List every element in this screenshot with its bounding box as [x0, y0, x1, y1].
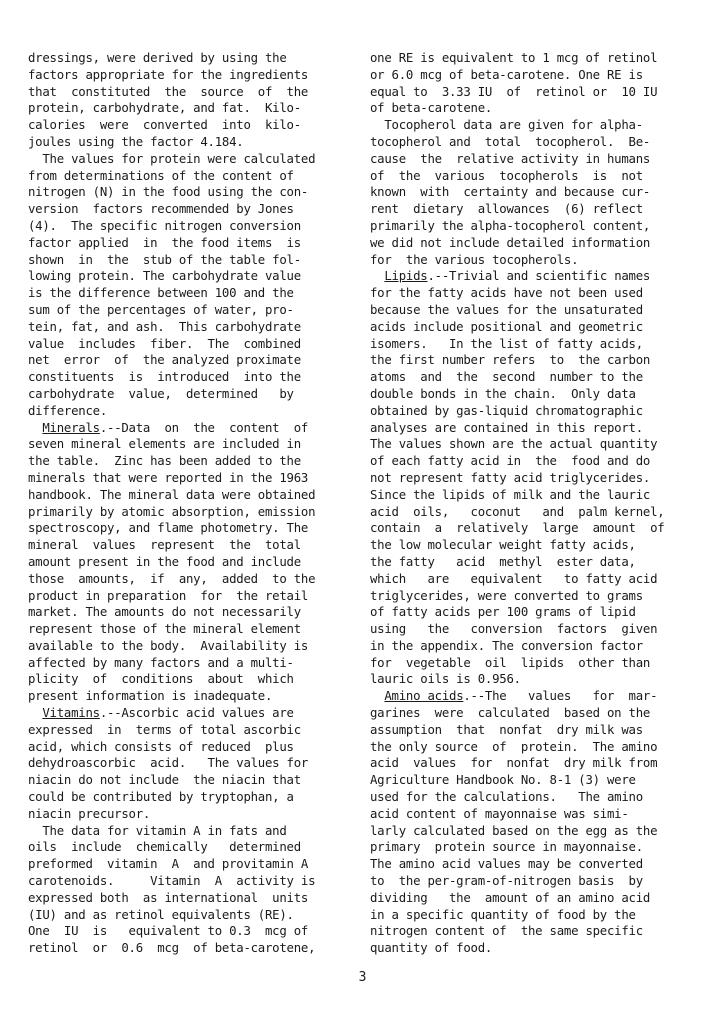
text-line: dressings, were derived by using the	[28, 51, 287, 65]
text-line: factor applied in the food items is	[28, 235, 301, 250]
text-line: analyses are contained in this report.	[370, 420, 643, 435]
text-line: net error of the analyzed proximate	[28, 353, 301, 368]
section-heading: Lipids	[384, 269, 428, 284]
text-line: The amino acid values may be converted	[370, 857, 643, 872]
text-line: primary protein source in mayonnaise.	[370, 840, 643, 855]
text-line: acid, which consists of reduced plus	[28, 739, 294, 754]
left-column	[28, 50, 346, 957]
text-line: Amino acids.--The values for mar-	[384, 689, 658, 704]
text-line: expressed both as international units	[28, 890, 309, 905]
text-line: version factors recommended by Jones	[28, 202, 294, 217]
text-line: Lipids.--Trivial and scientific names	[384, 269, 651, 284]
text-line: of each fatty acid in the food and do	[370, 454, 651, 469]
text-line: to the per-gram-of-nitrogen basis by	[370, 874, 643, 889]
text-line: the fatty acid methyl ester data,	[370, 554, 636, 569]
text-line: those amounts, if any, added to the	[28, 571, 316, 586]
text-line: in the appendix. The conversion factor	[370, 638, 643, 653]
text-line: double bonds in the chain. Only data	[370, 386, 636, 401]
text-line: is the difference between 100 and the	[28, 286, 294, 301]
text-line: expressed in terms of total ascorbic	[28, 722, 301, 737]
text-line: Minerals.--Data on the content of	[42, 420, 309, 435]
text-line: known with certainty and because cur-	[370, 185, 651, 200]
text-line: we did not include detailed information	[370, 235, 651, 250]
text-line: Since the lipids of milk and the lauric	[370, 487, 651, 502]
section-heading: Amino acids	[384, 689, 464, 704]
section-heading: Vitamins	[42, 706, 100, 721]
text-line: niacin precursor.	[28, 806, 151, 821]
text-line: The values shown are the actual quantity	[370, 437, 658, 452]
text-line: lowing protein. The carbohydrate value	[28, 269, 301, 284]
text-line: seven mineral elements are included in	[28, 437, 301, 452]
text-line: garines were calculated based on the	[370, 706, 651, 721]
text-line: dividing the amount of an amino acid	[370, 890, 651, 905]
text-line: the table. Zinc has been added to the	[28, 454, 301, 469]
text-line: isomers. In the list of fatty acids,	[370, 336, 643, 351]
text-line: present information is inadequate.	[28, 689, 273, 704]
text-line: lauric oils is 0.956.	[370, 672, 521, 687]
text-line: Vitamins.--Ascorbic acid values are	[42, 706, 294, 721]
text-line: triglycerides, were converted to grams	[370, 588, 643, 603]
text-line: difference.	[28, 403, 107, 418]
text-line: represent those of the mineral element	[28, 622, 301, 637]
text-line: obtained by gas-liquid chromatographic	[370, 403, 643, 418]
text-line: acids include positional and geometric	[370, 319, 643, 334]
text-line: oils include chemically determined	[28, 840, 301, 855]
text-line: factors appropriate for the ingredients	[28, 67, 309, 82]
text-line: affected by many factors and a multi-	[28, 655, 294, 670]
text-line: The values for protein were calculated	[28, 151, 316, 166]
text-line: of beta-carotene.	[370, 101, 493, 116]
text-line: plicity of conditions about which	[28, 672, 294, 687]
text-line: equal to 3.33 IU of retinol or 10 IU	[370, 84, 658, 99]
text-line: tein, fat, and ash. This carbohydrate	[28, 319, 301, 334]
text-line: of fatty acids per 100 grams of lipid	[370, 605, 636, 620]
text-line: market. The amounts do not necessarily	[28, 605, 301, 620]
text-line: the low molecular weight fatty acids,	[370, 538, 636, 553]
text-line: carbohydrate value, determined by	[28, 386, 294, 401]
text-line: preformed vitamin A and provitamin A	[28, 857, 309, 872]
text-line: (4). The specific nitrogen conversion	[28, 218, 301, 233]
text-line: atoms and the second number to the	[370, 370, 643, 385]
text-line: that constituted the source of the	[28, 84, 309, 99]
text-line: the first number refers to the carbon	[370, 353, 651, 368]
text-line: spectroscopy, and flame photometry. The	[28, 521, 309, 536]
text-line: for the fatty acids have not been used	[370, 286, 643, 301]
text-line: product in preparation for the retail	[28, 588, 309, 603]
text-line: Tocopherol data are given for alpha-	[370, 118, 643, 133]
text-line: The data for vitamin A in fats and	[28, 823, 287, 838]
page-number: 3	[358, 970, 367, 985]
text-line: constituents is introduced into the	[28, 370, 301, 385]
text-line: larly calculated based on the egg as the	[370, 823, 658, 838]
text-line: from determinations of the content of	[28, 168, 294, 183]
text-line: retinol or 0.6 mcg of beta-carotene,	[28, 941, 316, 956]
text-line: the only source of protein. The amino	[370, 739, 658, 754]
text-line: nitrogen content of the same specific	[370, 924, 643, 939]
text-line: Agriculture Handbook No. 8-1 (3) were	[370, 773, 636, 788]
text-line: quantity of food.	[370, 941, 493, 956]
text-line: tocopherol and total tocopherol. Be-	[370, 134, 651, 149]
text-line: mineral values represent the total	[28, 538, 301, 553]
text-line: not represent fatty acid triglycerides.	[370, 470, 651, 485]
text-line: calories were converted into kilo-	[28, 118, 301, 133]
text-line: acid oils, coconut and palm kernel,	[370, 504, 665, 519]
text-line: joules using the factor 4.184.	[28, 134, 244, 149]
text-line: niacin do not include the niacin that	[28, 773, 301, 788]
text-line: amount present in the food and include	[28, 554, 301, 569]
text-line: acid values for nonfat dry milk from	[370, 756, 658, 771]
text-line: shown in the stub of the table fol-	[28, 252, 301, 267]
section-heading: Minerals	[42, 420, 100, 435]
text-line: rent dietary allowances (6) reflect	[370, 202, 643, 217]
text-line: assumption that nonfat dry milk was	[370, 722, 643, 737]
text-line: handbook. The mineral data were obtained	[28, 487, 316, 502]
right-column	[370, 50, 688, 957]
text-line: dehydroascorbic acid. The values for	[28, 756, 309, 771]
text-line: protein, carbohydrate, and fat. Kilo-	[28, 101, 301, 116]
text-line: because the values for the unsaturated	[370, 302, 643, 317]
text-line: acid content of mayonnaise was simi-	[370, 806, 629, 821]
text-line: could be contributed by tryptophan, a	[28, 790, 294, 805]
text-line: one RE is equivalent to 1 mcg of retinol	[370, 51, 658, 65]
text-line: sum of the percentages of water, pro-	[28, 302, 294, 317]
text-line: minerals that were reported in the 1963	[28, 470, 309, 485]
text-line: for the various tocopherols.	[370, 252, 579, 267]
text-line: using the conversion factors given	[370, 622, 658, 637]
text-line: value includes fiber. The combined	[28, 336, 301, 351]
text-line: which are equivalent to fatty acid	[370, 571, 658, 586]
text-line: or 6.0 mcg of beta-carotene. One RE is	[370, 67, 643, 82]
text-line: (IU) and as retinol equivalents (RE).	[28, 907, 294, 922]
text-line: of the various tocopherols is not	[370, 168, 643, 183]
text-line: nitrogen (N) in the food using the con-	[28, 185, 309, 200]
text-line: carotenoids. Vitamin A activity is	[28, 874, 316, 889]
text-line: primarily by atomic absorption, emission	[28, 504, 316, 519]
text-line: in a specific quantity of food by the	[370, 907, 636, 922]
text-line: primarily the alpha-tocopherol content,	[370, 218, 651, 233]
text-line: for vegetable oil lipids other than	[370, 655, 651, 670]
text-line: contain a relatively large amount of	[370, 521, 665, 536]
text-line: available to the body. Availability is	[28, 638, 309, 653]
text-line: cause the relative activity in humans	[370, 151, 651, 166]
text-line: One IU is equivalent to 0.3 mcg of	[28, 924, 309, 939]
text-line: used for the calculations. The amino	[370, 790, 643, 805]
